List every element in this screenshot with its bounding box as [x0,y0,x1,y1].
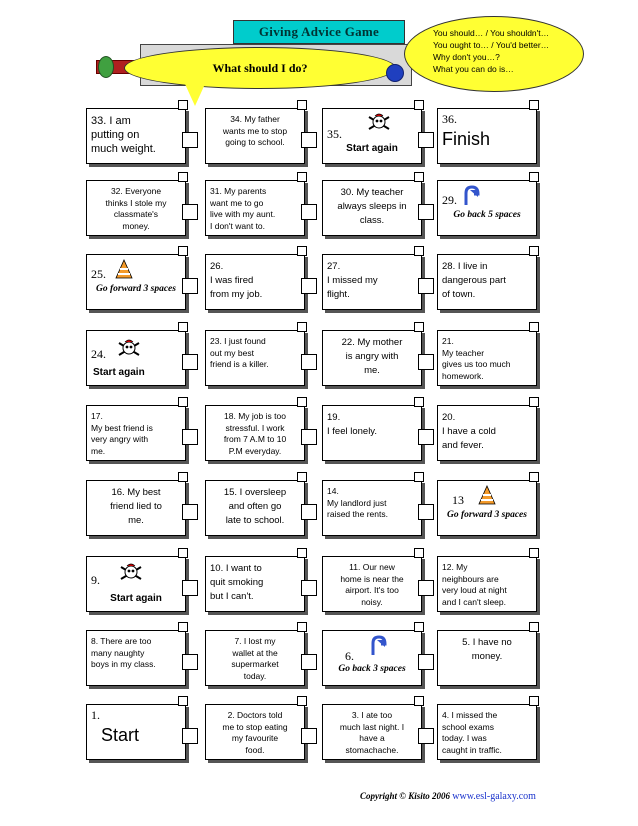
action-go-forward: Go forward 3 spaces [447,510,527,520]
connector-arrow-icon [182,728,198,744]
connector-arrow-icon [418,278,434,294]
hints-bubble [404,16,584,92]
square-4 [437,704,537,760]
hook-icon [178,696,188,706]
connector-arrow-icon [182,204,198,220]
skull-icon [117,339,141,359]
square-16 [86,480,186,536]
square-2 [205,704,305,760]
start-label: Start [101,725,140,745]
hook-icon [529,397,539,407]
square-text: 5. I have no money. [462,637,512,662]
connector-arrow-icon [418,204,434,220]
site-link[interactable]: www.esl-galaxy.com [452,791,536,802]
square-29 [437,180,537,236]
square-text: 19. I feel lonely. [327,412,377,437]
square-text: 28. I live in dangerous part of town. [442,261,506,300]
bubble-tail [185,84,205,106]
connector-arrow-icon [418,580,434,596]
square-text: 34. My father wants me to stop going to school. [222,114,288,147]
square-34 [205,108,305,164]
back-arrow-icon [460,185,480,207]
square-31 [205,180,305,236]
square-text: 30. My teacher always sleeps in class. [337,187,407,226]
square-text: 15. I oversleep and often go late to school. [223,487,287,526]
square-14 [322,480,422,536]
connector-arrow-icon [301,132,317,148]
hook-icon [297,548,307,558]
square-3 [322,704,422,760]
square-12 [437,556,537,612]
square-8 [86,630,186,686]
square-text: 12. My neighbours are very loud at night and I can't sleep. [442,562,507,607]
hook-icon [529,548,539,558]
action-go-back: Go back 5 spaces [453,210,521,220]
square-text: 22. My mother is angry with me. [341,337,403,376]
square-32 [86,180,186,236]
connector-arrow-icon [418,132,434,148]
game-title: Giving Advice Game [233,20,405,44]
hook-icon [529,472,539,482]
connector-arrow-icon [301,278,317,294]
square-text: 18. My job is too stressful. I work from 7 A.M to 10 P.M everyday. [223,411,287,456]
square-22 [322,330,422,386]
square-text: 2. Doctors told me to stop eating my favourite food. [222,710,288,755]
hook-icon [297,246,307,256]
square-24 [86,330,186,386]
cone-icon [115,259,133,279]
connector-arrow-icon [182,132,198,148]
hook-icon [529,246,539,256]
action-start-again: Start again [110,593,162,604]
square-10 [205,556,305,612]
connector-arrow-icon [418,728,434,744]
square-text: 7. I lost my wallet at the supermarket today. [231,636,279,681]
connector-arrow-icon [301,504,317,520]
connector-arrow-icon [301,580,317,596]
square-33 [86,108,186,164]
connector-arrow-icon [301,728,317,744]
square-text: 14. My landlord just raised the rents. [327,486,388,519]
square-text: 11. Our new home is near the airport. It's too noisy. [340,562,404,607]
square-text: 20. I have a cold and fever. [442,412,496,451]
square-23 [205,330,305,386]
square-13 [437,480,537,536]
square-19 [322,405,422,461]
action-start-again: Start again [93,367,145,378]
square-28 [437,254,537,310]
square-5 [437,630,537,686]
cone-icon [478,485,496,505]
hook-icon [178,622,188,632]
hook-icon [414,172,424,182]
hook-icon [414,548,424,558]
hint-line: You should… / You shouldn't… [433,28,550,38]
hint-line: Why don't you…? [433,52,500,62]
back-arrow-icon [367,635,387,657]
connector-arrow-icon [301,429,317,445]
square-text: 16. My best friend lied to me. [110,487,162,526]
square-text: 32. Everyone thinks I stole my classmate's money. [105,186,167,231]
square-number: 29. [442,193,457,207]
square-number: 9. [91,573,100,587]
game-piece-blue [386,64,404,82]
hook-icon [414,696,424,706]
square-number: 35. [327,127,342,141]
hook-icon [297,696,307,706]
square-27 [322,254,422,310]
skull-icon [367,113,391,133]
game-piece-green [98,56,114,78]
connector-arrow-icon [301,354,317,370]
square-1 [86,704,186,760]
connector-arrow-icon [301,654,317,670]
connector-arrow-icon [418,504,434,520]
square-17 [86,405,186,461]
square-number: 13 [452,493,464,507]
square-11 [322,556,422,612]
square-text: 17. My best friend is very angry with me. [91,411,153,456]
connector-arrow-icon [182,429,198,445]
connector-arrow-icon [182,278,198,294]
hook-icon [178,100,188,110]
hook-icon [297,622,307,632]
square-text: 10. I want to quit smoking but I can't. [210,563,264,602]
square-text: 8. There are too many naughty boys in my class. [91,636,156,669]
square-18 [205,405,305,461]
square-35 [322,108,422,164]
connector-arrow-icon [182,654,198,670]
hook-icon [178,397,188,407]
hook-icon [529,622,539,632]
square-30 [322,180,422,236]
square-text: 27. I missed my flight. [327,261,378,300]
connector-arrow-icon [418,429,434,445]
square-15 [205,480,305,536]
hint-line: You ought to… / You'd better… [433,40,550,50]
square-text: 26. I was fired from my job. [210,261,263,300]
connector-arrow-icon [301,204,317,220]
square-25 [86,254,186,310]
hook-icon [297,322,307,332]
square-36 [437,108,537,164]
square-text: 23. I just found out my best friend is a killer. [210,336,269,369]
square-text: 31. My parents want me to go live with my aunt. I don't want to. [210,186,276,231]
square-number: 1. [91,708,100,722]
hook-icon [414,397,424,407]
question-bubble: What should I do? [124,47,396,89]
hook-icon [178,246,188,256]
square-text: 4. I missed the school exams today. I was caught in traffic. [442,710,502,755]
hook-icon [414,622,424,632]
hook-icon [529,696,539,706]
square-6 [322,630,422,686]
hook-icon [529,322,539,332]
square-text: 33. I am putting on much weight. [91,115,156,155]
hook-icon [297,397,307,407]
hook-icon [414,100,424,110]
action-start-again: Start again [346,143,398,154]
copyright-text: Copyright © Kisito 2006 [360,791,450,801]
square-21 [437,330,537,386]
square-text: 21. My teacher gives us too much homework. [442,336,511,381]
square-7 [205,630,305,686]
square-number: 36. [442,112,457,126]
hook-icon [178,548,188,558]
square-text: 3. I ate too much last night. I have a stomachache. [339,710,405,755]
hook-icon [529,172,539,182]
hint-line: What you can do is… [433,64,514,74]
square-number: 25. [91,267,106,281]
connector-arrow-icon [182,504,198,520]
connector-arrow-icon [182,580,198,596]
hook-icon [414,246,424,256]
hook-icon [297,472,307,482]
connector-arrow-icon [418,654,434,670]
hook-icon [178,472,188,482]
hook-icon [178,322,188,332]
copyright [360,791,536,802]
hook-icon [414,472,424,482]
square-26 [205,254,305,310]
hook-icon [297,100,307,110]
action-go-forward: Go forward 3 spaces [96,284,176,294]
action-go-back: Go back 3 spaces [338,664,406,674]
square-number: 24. [91,347,106,361]
hook-icon [414,322,424,332]
connector-arrow-icon [418,354,434,370]
finish-label: Finish [442,129,491,149]
square-9 [86,556,186,612]
skull-icon [119,563,143,583]
square-20 [437,405,537,461]
hook-icon [529,100,539,110]
square-number: 6. [345,649,354,663]
hook-icon [297,172,307,182]
hook-icon [178,172,188,182]
connector-arrow-icon [182,354,198,370]
